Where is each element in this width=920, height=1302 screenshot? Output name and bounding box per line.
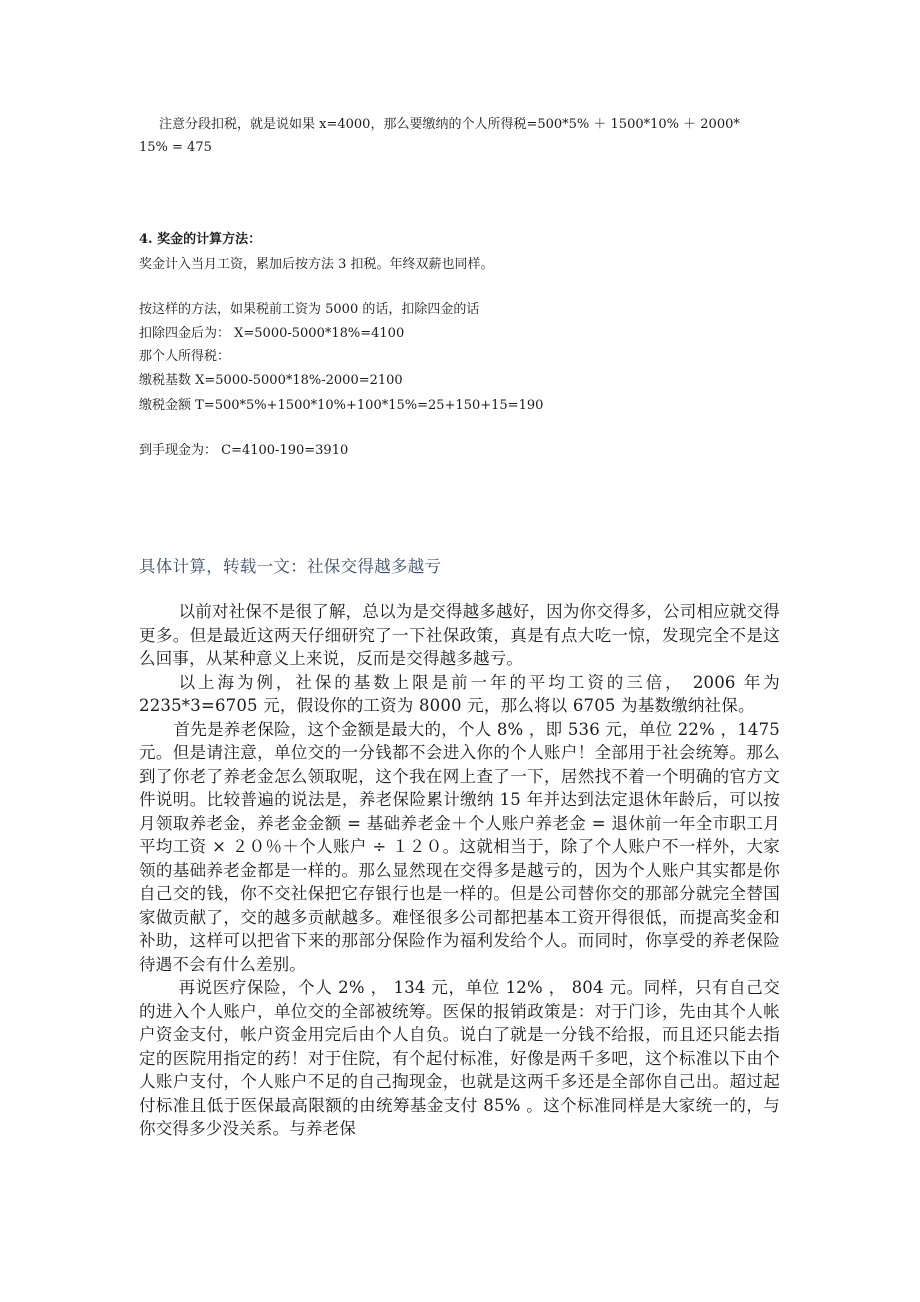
bonus-text: 奖金计入当月工资，累加后按方法 3 扣税。年终双薪也同样。 [139,257,494,272]
example-line-3: 那个人所得税： [139,349,231,364]
bonus-heading: 4. 奖金的计算方法： [139,232,262,247]
article-title: 具体计算，转载一文：社保交得越多越亏 [139,557,442,576]
example-line-1: 按这样的方法，如果税前工资为 5000 的话，扣除四金的话 [139,302,480,317]
article-paragraph-4: 再说医疗保险，个人 2% ， 134 元，单位 12% ， 804 元。同样，只有自己交的进入个人账户，单位交的全部被统筹。医保的报销政策是：对于门诊，先由其个人帐户资金支付，帐户资金用完后由个人自负。说白了就是一分钱不给报，而且还只能去指定的医院用指定的药！对于住院，有个起付标准，好像是两千多吧，这个标准以下由个人账户支付，个人账户不足的自己掏现金，也就是这两千多还是全部你自己出。超过起付标准且低于医保最高限额的由统筹基金支付 85% 。这个标准同样是大家统一的，与你交得多少没关系。与养老保 [139,978,780,1138]
article-paragraph-1: 以前对社保不是很了解，总以为是交得越多越好，因为你交得多，公司相应就交得更多。但是最近这两天仔细研究了一下社保政策，真是有点大吃一惊，发现完全不是这么回事，从某种意义上来说，反而是交得越多越亏。 [139,602,780,668]
example-line-5: 缴税金额 T=500*5%+1500*10%+100*15%=25+150+15=190 [139,398,544,413]
tax-note-line-1: 注意分段扣税，就是说如果 x=4000，那么要缴纳的个人所得税=500*5% ＋ 1500*10% ＋ 2000* [159,117,740,132]
example-line-2: 扣除四金后为： X=5000-5000*18%=4100 [139,326,405,341]
article-paragraph-3: 首先是养老保险，这个金额是最大的，个人 8% ，即 536 元，单位 22% ，1475 元。但是请注意，单位交的一分钱都不会进入你的个人账户！全部用于社会统筹。那么到了你老了养老金怎么领取呢，这个我在网上查了一下，居然找不着一个明确的官方文件说明。比较普遍的说法是，养老保险累计缴纳 15 年并达到法定退休年龄后，可以按月领取养老金，养老金金额 = 基础养老金＋个人账户养老金 = 退休前一年全市职工月平均工资 × ２０％＋个人账户 ÷ １２０。这就相当于，除了个人账户不一样外，大家领的基础养老金都是一样的。那么显然现在交得多是越亏的，因为个人账户其实都是你自己交的钱，你不交社保把它存银行也是一样的。但是公司替你交的那部分就完全替国家做贡献了，交的越多贡献越多。难怪很多公司都把基本工资开得很低，而提高奖金和补助，这样可以把省下来的那部分保险作为福利发给个人。而同时，你享受的养老保险待遇不会有什么差别。 [139,719,780,974]
tax-note-line-2: 15% = 475 [139,140,212,155]
article-body [139,600,780,1141]
article-paragraph-2: 以上海为例，社保的基数上限是前一年的平均工资的三倍， 2006 年为2235*3=6705 元，假设你的工资为 8000 元，那么将以 6705 为基数缴纳社保。 [139,672,780,715]
example-line-6: 到手现金为： C=4100-190=3910 [139,443,349,458]
example-line-4: 缴税基数 X=5000-5000*18%-2000=2100 [139,373,403,388]
